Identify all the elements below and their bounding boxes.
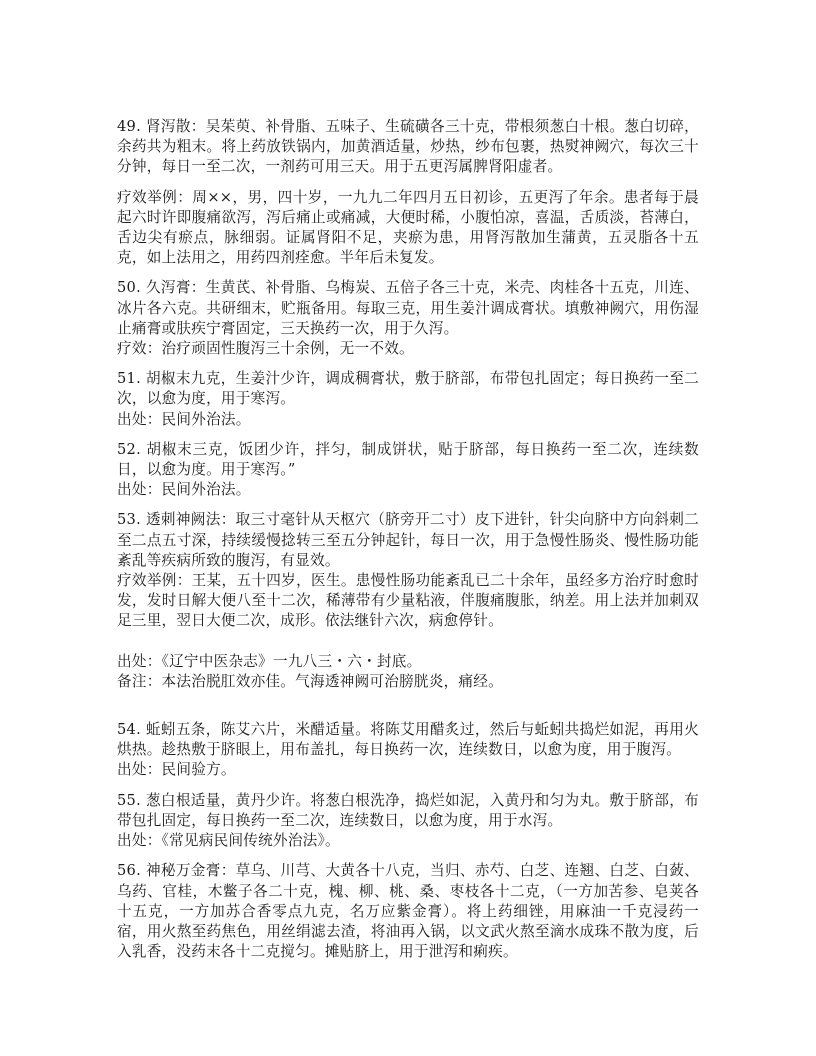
recipe-text: 52. 胡椒末三克，饭团少许，拌匀，制成饼状，贴于脐部，每日换药一至二次，连续数日，以愈为度。用于寒泻。” — [117, 440, 699, 479]
recipe-text: 56. 神秘万金膏：草乌、川芎、大黄各十八克，当归、赤芍、白芝、连翘、白芝、白蔹、乌药、官桂，木鳖子各二十克，槐、柳、桃、桑、枣枝各十二克，（一方加苦参、皂荚各十五克，一方加苏合香零点九克，名万应紫金膏）。将上药细锉，用麻油一千克浸药一宿，用火熬至药焦色，用丝绢滤去渣，将油再入锅，以文武火熬至滴水成珠不散为度，后入乳香，没药末各十二克搅匀。摊贴脐上，用于泄泻和痢疾。 — [117, 862, 699, 961]
recipe-text: 49. 肾泻散：吴茱萸、补骨脂、五味子、生硫磺各三十克，带根须葱白十根。葱白切碎，余药共为粗末。将上药放铁锅内，加黄酒适量，炒热，纱布包裹，热熨神阙穴，每次三十分钟，每日一至二次，一剂药可用三天。用于五更泻属脾肾阳虚者。 — [117, 118, 699, 176]
case-example-text: 疗效举例：王某，五十四岁，医生。患慢性肠功能紊乱已二十余年，虽经多方治疗时愈时发，发时日解大便八至十二次，稀薄带有少量粘液，伴腹痛腹胀，纳差。用上法并加刺双足三里，翌日大便二次，成形。依法继针六次，病愈停针。 — [117, 572, 699, 630]
document-page — [117, 117, 699, 972]
note-text: 备注：本法治脱肛效亦佳。气海透神阙可治膀胱炎，痛经。 — [117, 672, 503, 690]
source-text: 出处：《辽宁中医杂志》一九八三・六・封底。 — [117, 652, 422, 670]
paragraph-55 — [117, 791, 699, 852]
paragraph-52 — [117, 440, 699, 501]
paragraph-56 — [117, 861, 699, 962]
paragraph-51 — [117, 369, 699, 430]
paragraph-50 — [117, 278, 699, 359]
source-text: 出处：民间外治法。 — [117, 481, 251, 499]
case-example-text: 疗效举例：周××，男，四十岁，一九九二年四月五日初诊，五更泻了年余。患者每于晨起六时许即腹痛欲泻，泻后痛止或痛减，大便时稀，小腹怕凉，喜温，舌质淡，苔薄白，舌边尖有瘀点，脉细弱。证属肾阳不足，夹瘀为患，用肾泻散加生蒲黄，五灵脂各十五克，如上法用之，用药四剂痊愈。半年后未复发。 — [117, 188, 699, 267]
paragraph-54 — [117, 720, 699, 781]
recipe-text: 53. 透刺神阙法：取三寸毫针从天枢穴（脐旁开二寸）皮下进针，针尖向脐中方向斜刺二至二点五寸深，持续缓慢捻转三至五分钟起针，每日一次，用于急慢性肠炎、慢性肠功能紊乱等疾病所致的腹泻，有显效。 — [117, 511, 699, 569]
source-text: 出处：民间外治法。 — [117, 410, 251, 428]
source-text: 出处：《常见病民间传统外治法》。 — [117, 832, 340, 850]
recipe-text: 54. 蚯蚓五条，陈艾六片，米醋适量。将陈艾用醋炙过，然后与蚯蚓共捣烂如泥，再用火烘热。趁热敷于脐眼上，用布盖扎，每日换药一次，连续数日，以愈为度，用于腹泻。 — [117, 721, 699, 759]
recipe-text: 50. 久泻膏：生黄芪、补骨脂、乌梅炭、五倍子各三十克，米壳、肉桂各十五克，川连、冰片各六克。共研细末，贮瓶备用。每取三克，用生姜汁调成膏状。填敷神阙穴，用伤湿止痛膏或肤疾宁膏固定，三天换药一次，用于久泻。 — [117, 279, 699, 337]
paragraph-49 — [117, 117, 699, 178]
paragraph-53 — [117, 510, 699, 631]
source-text: 出处：民间验方。 — [117, 761, 236, 779]
recipe-text: 55. 葱白根适量，黄丹少许。将葱白根洗净，捣烂如泥，入黄丹和匀为丸。敷于脐部，布带包扎固定，每日换药一至二次，连续数日，以愈为度，用于水泻。 — [117, 791, 699, 829]
recipe-text: 51. 胡椒末九克，生姜汁少许，调成稠膏状，敷于脐部，布带包扎固定；每日换药一至二次，以愈为度，用于寒泻。 — [117, 370, 699, 408]
paragraph-53-source — [117, 652, 699, 692]
efficacy-text: 疗效：治疗顽固性腹泻三十余例，无一不效。 — [117, 340, 414, 358]
paragraph-49-case — [117, 188, 699, 269]
